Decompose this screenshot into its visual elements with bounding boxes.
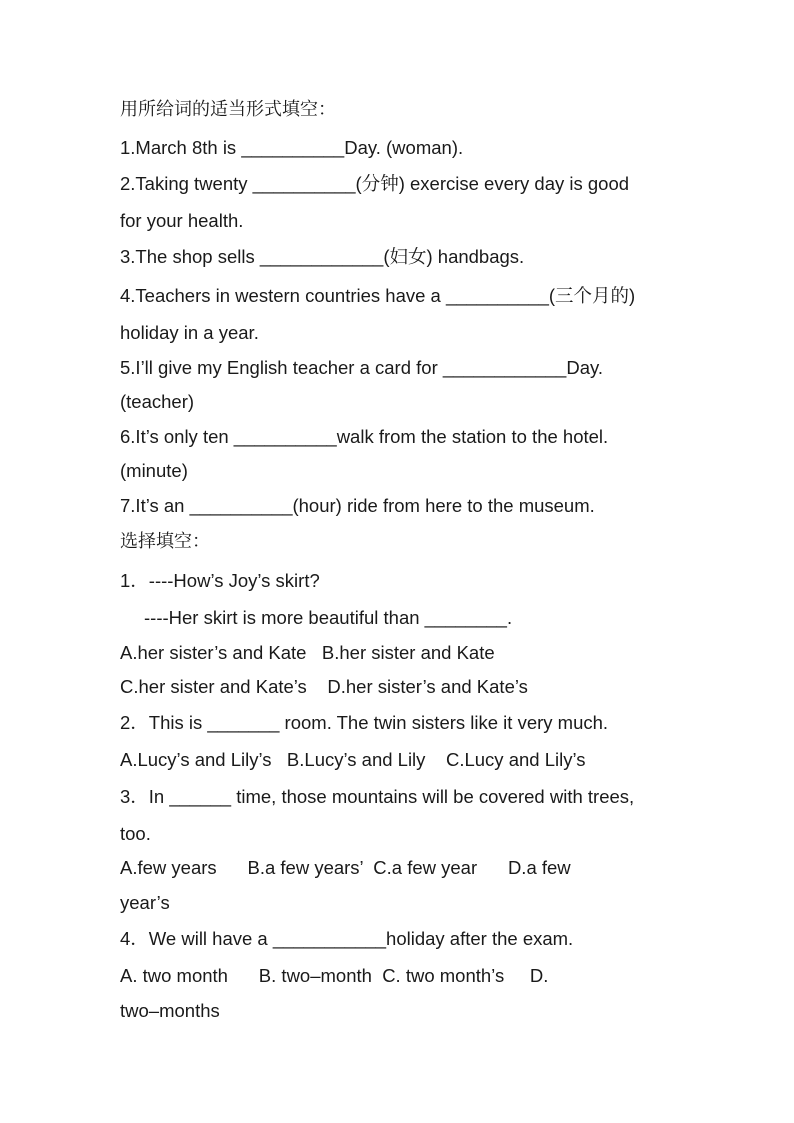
choice-1-answer-line: ----Her skirt is more beautiful than ________. xyxy=(144,607,513,628)
question-6-line-2: (minute) xyxy=(120,460,188,481)
question-7: 7.It’s an __________(hour) ride from here to the museum. xyxy=(120,495,595,516)
choice-3-options-2: year’s xyxy=(120,892,170,913)
choice-3-options-1: A.few years B.a few years’ C.a few year D.a few xyxy=(120,857,571,878)
question-5-line-2: (teacher) xyxy=(120,391,195,412)
choice-1-options-2: C.her sister and Kate’s D.her sister’s and Kate’s xyxy=(120,676,528,697)
question-4-line-1: 4.Teachers in western countries have a __________(三个月的) xyxy=(120,285,636,306)
question-1: 1.March 8th is __________Day. (woman). xyxy=(120,137,464,158)
question-3: 3.The shop sells ____________(妇女) handbags. xyxy=(120,246,525,267)
choice-2-options: A.Lucy’s and Lily’s B.Lucy’s and Lily C.Lucy and Lily’s xyxy=(120,749,586,770)
question-2-line-2: for your health. xyxy=(120,210,244,231)
choice-1-question: 1．----How’s Joy’s skirt? xyxy=(120,570,320,591)
choice-4-options-1: A. two month B. two–month C. two month’s D. xyxy=(120,965,549,986)
choice-4-options-2: two–months xyxy=(120,1000,220,1021)
section-heading-fill-in: 用所给词的适当形式填空： xyxy=(120,99,336,119)
question-6-line-1: 6.It’s only ten __________walk from the station to the hotel. xyxy=(120,426,609,447)
choice-3-question-line-2: too. xyxy=(120,823,151,844)
choice-4-question: 4．We will have a ___________holiday after the exam. xyxy=(120,928,574,949)
question-4-line-2: holiday in a year. xyxy=(120,322,259,343)
choice-3-question-line-1: 3．In ______ time, those mountains will be covered with trees, xyxy=(120,786,635,807)
question-5-line-1: 5.I’ll give my English teacher a card for ____________Day. xyxy=(120,357,603,378)
choice-1-options-1: A.her sister’s and Kate B.her sister and Kate xyxy=(120,642,495,663)
section-heading-multiple-choice: 选择填空： xyxy=(120,531,210,551)
question-2-line-1: 2.Taking twenty __________(分钟) exercise every day is good xyxy=(120,173,630,194)
choice-2-question: 2．This is _______ room. The twin sisters like it very much. xyxy=(120,712,609,733)
